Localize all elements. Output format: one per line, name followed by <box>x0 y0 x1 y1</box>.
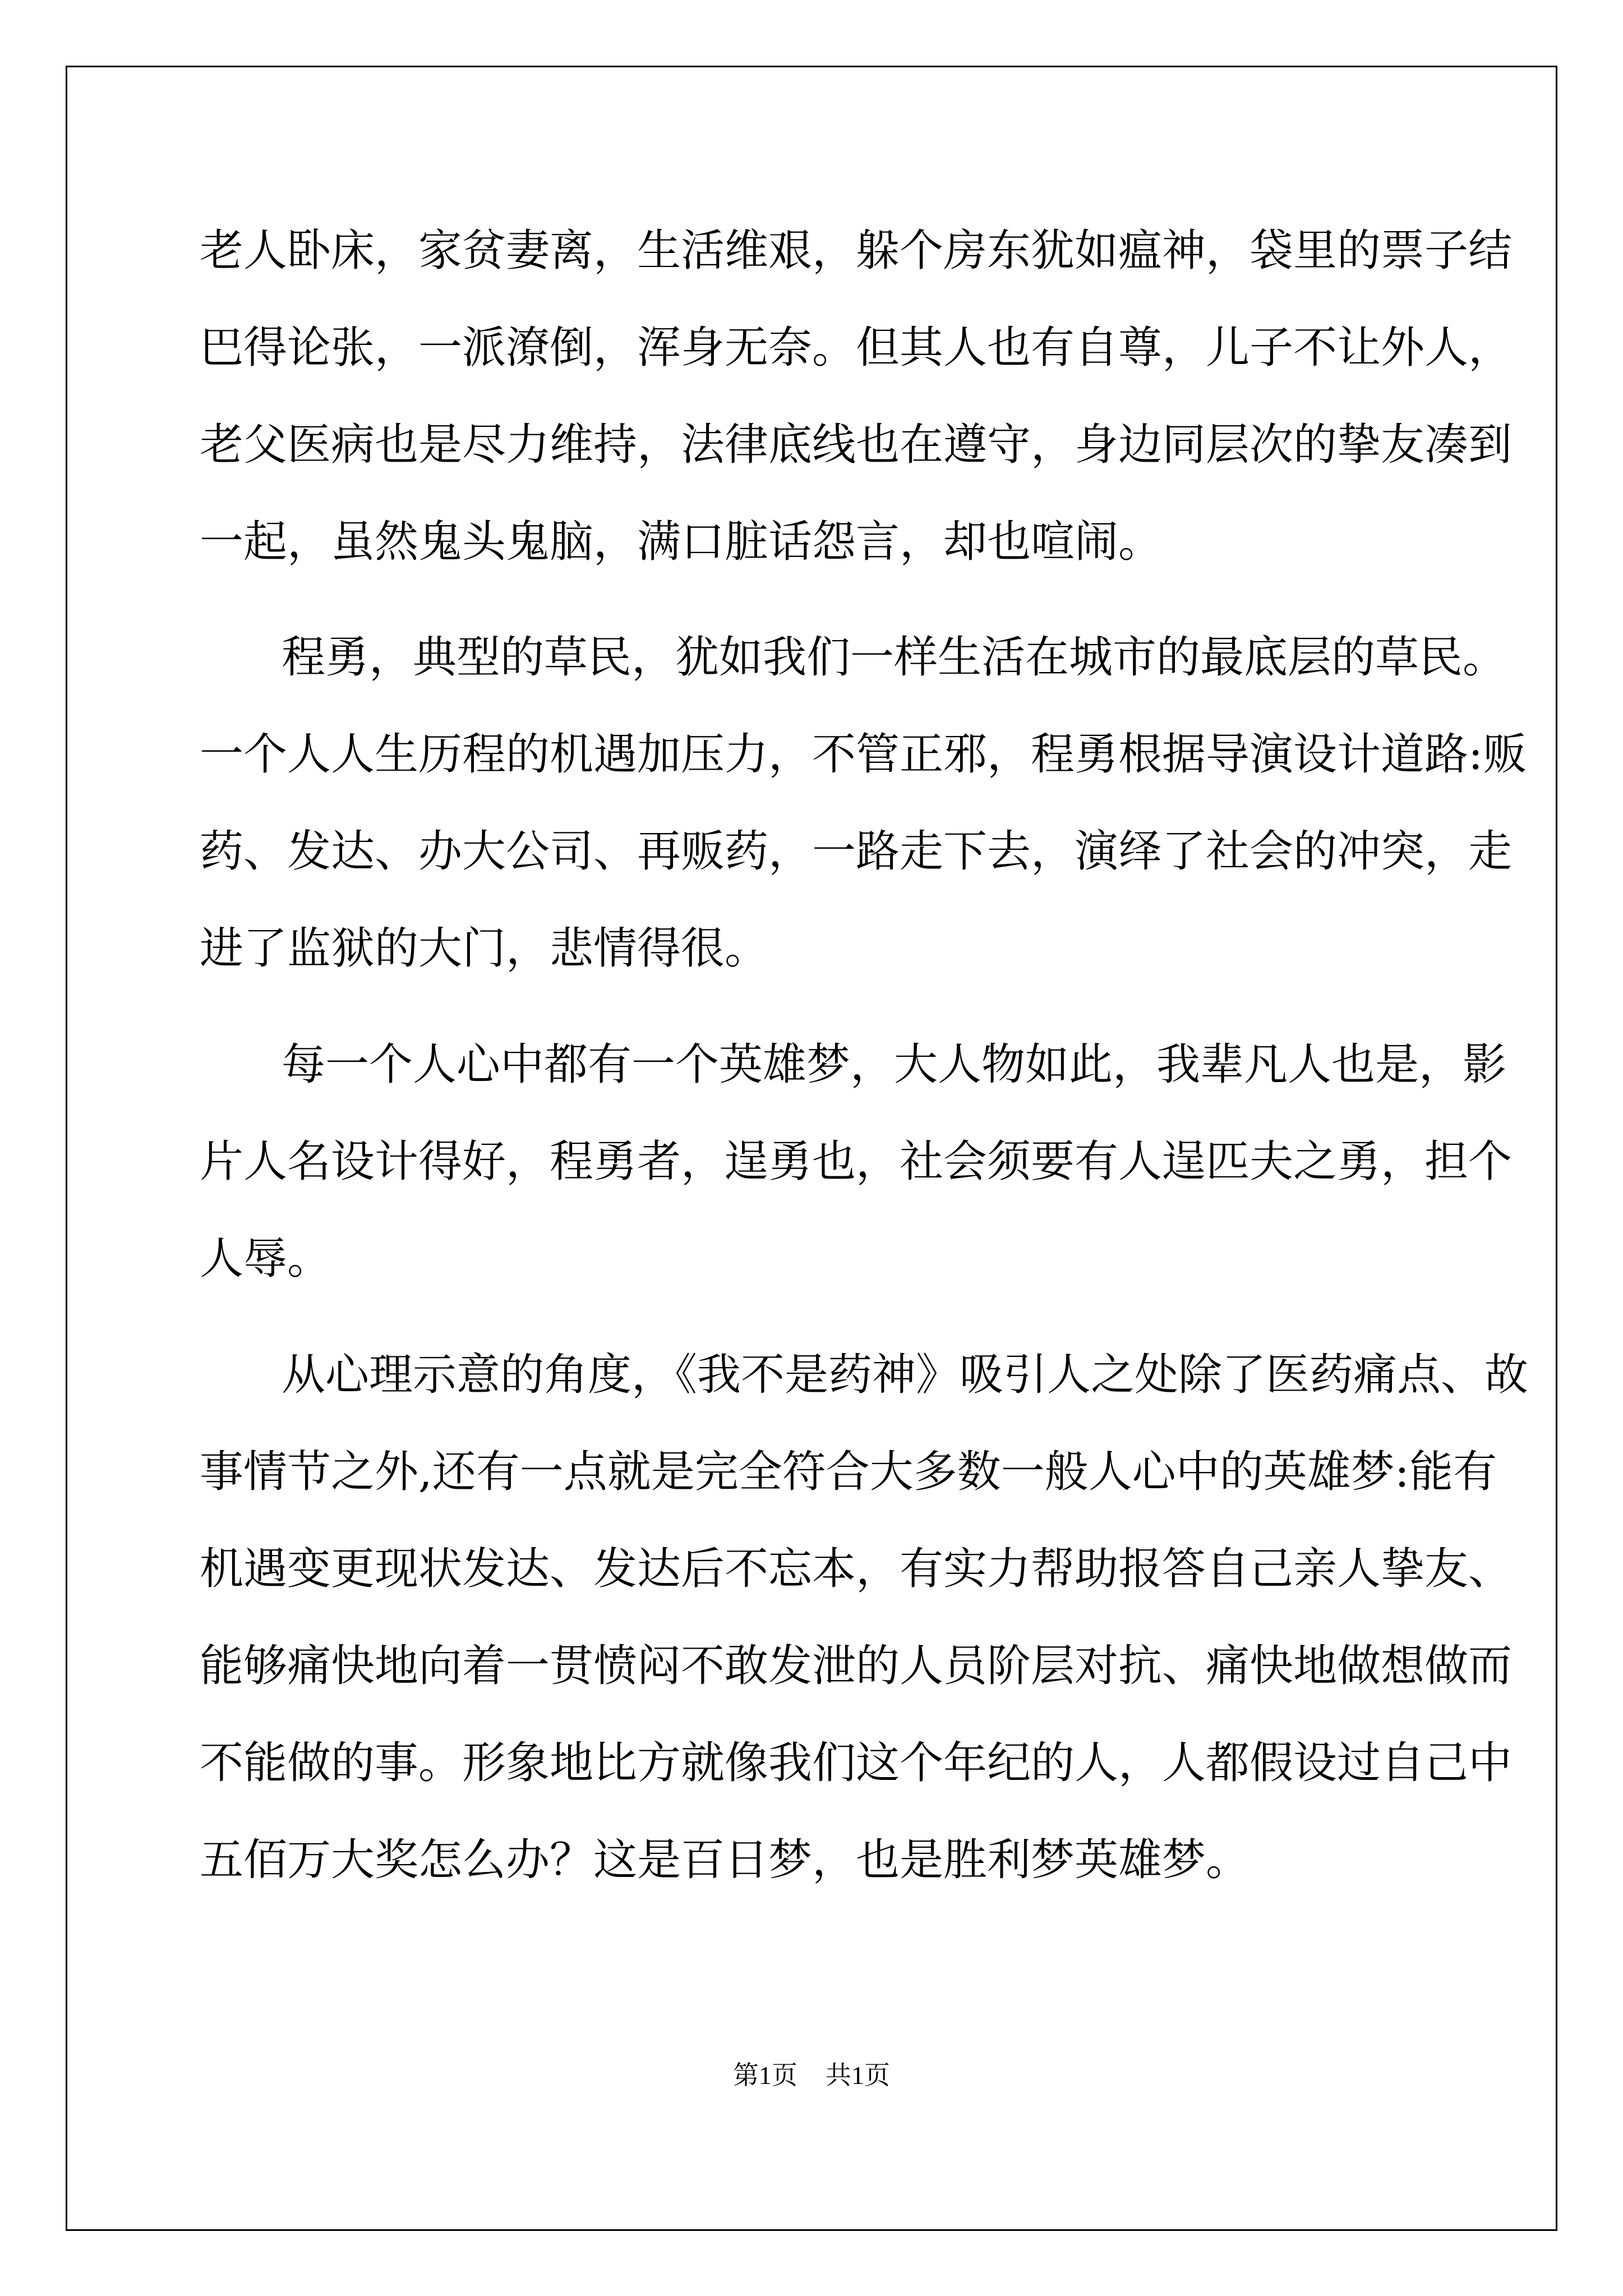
text-line: 一个人人生历程的机遇加压力，不管正邪，程勇根据导演设计道路:贩 <box>200 729 1527 780</box>
text-line: 程勇，典型的草民，犹如我们一样生活在城市的最底层的草民。 <box>282 632 1507 683</box>
text-line: 事情节之外,还有一点就是完全符合大多数一般人心中的英雄梦:能有 <box>200 1447 1497 1497</box>
text-line: 一起，虽然鬼头鬼脑，满口脏话怨言，却也喧闹。 <box>200 517 1163 567</box>
text-line: 片人名设计得好，程勇者，逞勇也，社会须要有人逞匹夫之勇，担个 <box>200 1137 1513 1187</box>
text-line: 药、发达、办大公司、再贩药，一路走下去，演绎了社会的冲突，走 <box>200 826 1513 877</box>
text-line: 不能做的事。形象地比方就像我们这个年纪的人，人都假设过自己中 <box>200 1738 1513 1788</box>
text-line: 巴得论张，一派潦倒，浑身无奈。但其人也有自尊，儿子不让外人， <box>200 323 1513 373</box>
text-line: 老人卧床，家贫妻离，生活维艰，躲个房东犹如瘟神，袋里的票子结 <box>200 226 1513 276</box>
text-line: 进了监狱的大门，悲情得很。 <box>200 923 769 974</box>
text-line: 能够痛快地向着一贯愤闷不敢发泄的人员阶层对抗、痛快地做想做而 <box>200 1641 1513 1691</box>
page-number: 第1页 <box>733 2061 797 2090</box>
text-line: 从心理示意的角度，《我不是药神》吸引人之处除了医药痛点、故 <box>282 1350 1529 1400</box>
page-total: 共1页 <box>826 2061 890 2090</box>
text-line: 每一个人心中都有一个英雄梦，大人物如此，我辈凡人也是，影 <box>282 1039 1507 1090</box>
text-line: 人辱。 <box>200 1234 331 1284</box>
page-footer <box>0 2059 1623 2092</box>
text-line: 五佰万大奖怎么办？这是百日梦，也是胜利梦英雄梦。 <box>200 1835 1250 1885</box>
text-line: 机遇变更现状发达、发达后不忘本，有实力帮助报答自己亲人挚友、 <box>200 1544 1513 1594</box>
text-line: 老父医病也是尽力维持，法律底线也在遵守，身边同层次的挚友凑到 <box>200 420 1513 470</box>
